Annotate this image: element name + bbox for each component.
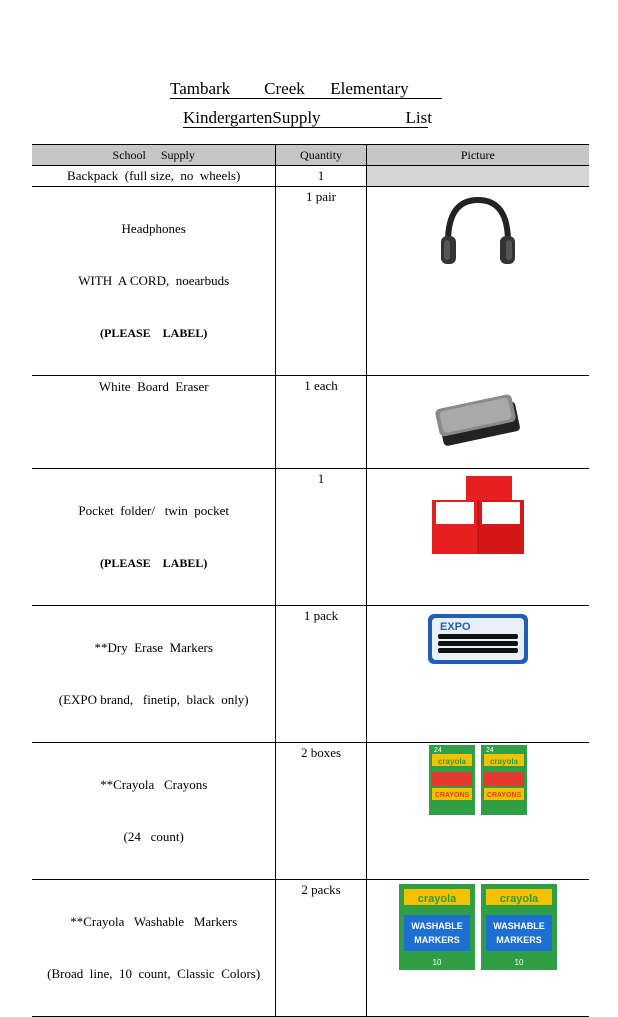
supply-text: **Crayola Crayons: [100, 777, 208, 792]
subtitle-underline: [183, 127, 428, 128]
markers-word-text: MARKERS: [414, 935, 460, 945]
count-24-text: 24: [485, 747, 494, 754]
header-row: [32, 145, 589, 166]
markers-word-text: MARKERS: [496, 935, 542, 945]
header-supply: School Supply: [32, 145, 276, 166]
title-underline: [170, 98, 442, 99]
markers-image: [426, 610, 530, 668]
quantity-text: 1 pack: [303, 608, 339, 623]
crayola-logo-text: crayola: [417, 893, 457, 905]
table-row: [32, 469, 589, 606]
quantity-text: 1: [317, 471, 325, 486]
page-subtitle: KindergartenSupply List: [183, 108, 432, 127]
supply-table: [32, 144, 589, 1017]
supply-text: (24 count): [123, 829, 184, 844]
eraser-image: [428, 387, 528, 457]
crayons-box-image: [480, 744, 528, 816]
washable-text: WASHABLE: [411, 921, 463, 931]
count-10-text: 10: [432, 958, 442, 967]
count-10-text: 10: [514, 958, 524, 967]
washable-markers-box-image: [398, 883, 476, 971]
crayola-logo-text: crayola: [499, 893, 539, 905]
supply-text: (PLEASE LABEL): [100, 556, 208, 570]
crayons-box-image: [428, 744, 476, 816]
crayola-logo-text: crayola: [489, 757, 518, 766]
supply-text: (PLEASE LABEL): [100, 326, 208, 340]
table-row: [32, 743, 589, 880]
supply-text: Headphones: [121, 221, 186, 236]
table-row: [32, 606, 589, 743]
quantity-text: 2 boxes: [300, 745, 342, 760]
supply-text: **Dry Erase Markers: [94, 640, 213, 655]
crayons-word-text: CRAYONS: [434, 792, 470, 799]
quantity-text: 2 packs: [301, 882, 341, 897]
supply-text: White Board Eraser: [98, 379, 209, 394]
header-quantity: Quantity: [276, 145, 366, 166]
picture-cell: [366, 166, 589, 187]
supply-text: Pocket folder/ twin pocket: [78, 503, 229, 518]
crayons-word-text: CRAYONS: [486, 792, 522, 799]
quantity-text: 1 pair: [306, 189, 337, 204]
table-row: [32, 880, 589, 1017]
expo-logo-text: EXPO: [439, 620, 471, 633]
table-row: [32, 166, 589, 187]
folder-image: [428, 474, 528, 556]
page-title: Tambark Creek Elementary: [170, 79, 409, 98]
quantity-text: 1 each: [304, 378, 338, 393]
headphones-image: [438, 192, 518, 272]
supply-text: **Crayola Washable Markers: [70, 914, 238, 929]
washable-text: WASHABLE: [493, 921, 545, 931]
header-picture: Picture: [366, 145, 589, 166]
washable-markers-box-image: [480, 883, 558, 971]
count-24-text: 24: [433, 747, 442, 754]
crayola-logo-text: crayola: [437, 757, 466, 766]
supply-text: Backpack (full size, no wheels): [67, 168, 241, 183]
supply-text: (Broad line, 10 count, Classic Colors): [47, 966, 261, 981]
table-row: [32, 187, 589, 376]
supply-text: (EXPO brand, finetip, black only): [58, 692, 249, 707]
table-row: [32, 376, 589, 469]
quantity-text: 1: [317, 168, 325, 183]
supply-text: WITH A CORD, noearbuds: [78, 273, 230, 288]
